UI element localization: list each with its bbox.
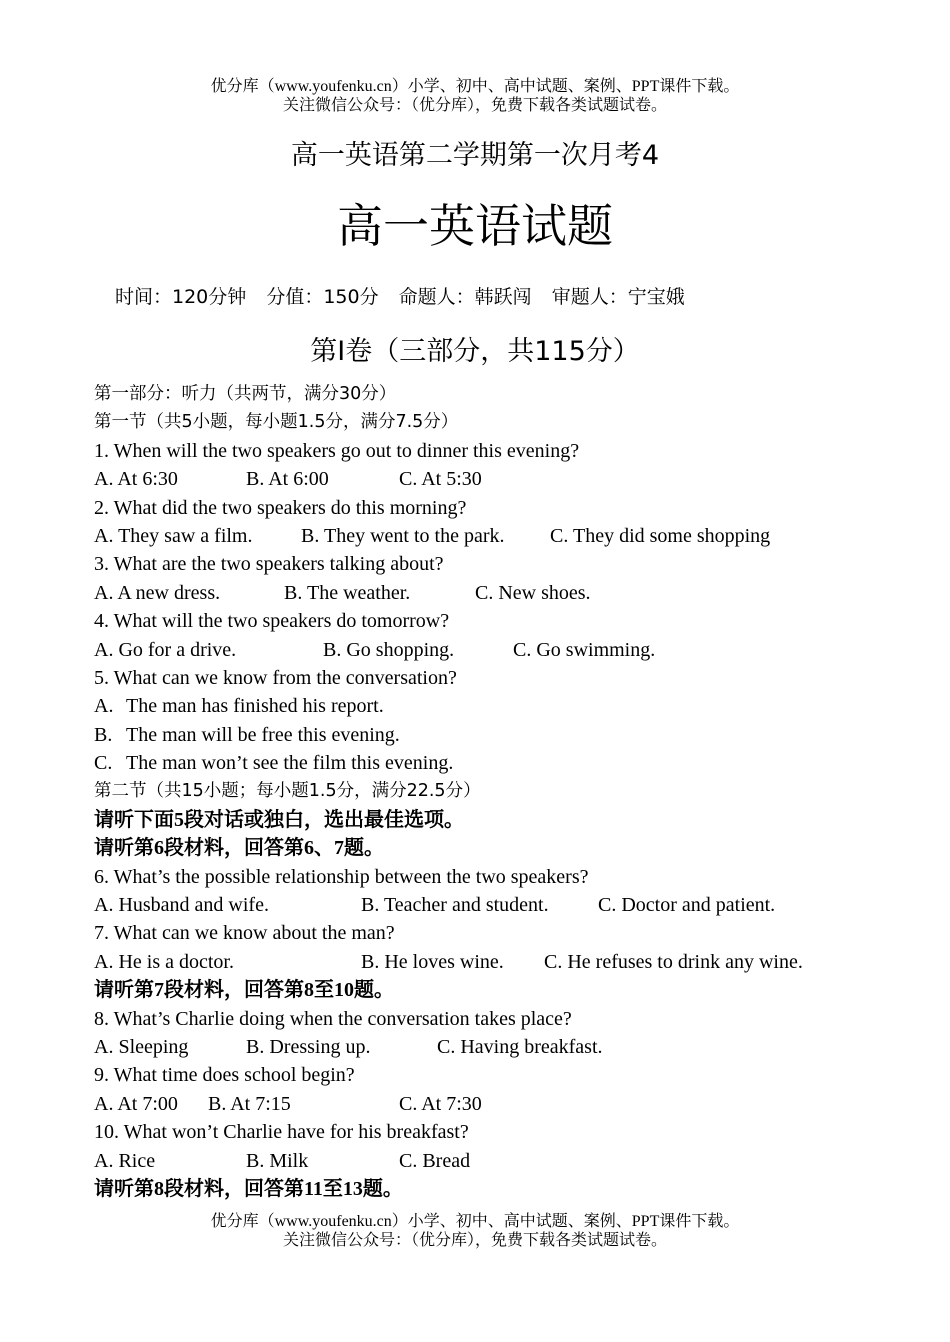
header-line-1: 优分库（www.youfenku.cn）小学、初中、高中试题、案例、PPT课件下载。 <box>210 78 740 95</box>
option-a: A. At 7:00 <box>94 1092 178 1115</box>
option-a: A. A new dress. <box>94 581 221 604</box>
section-title: 第一节（共5小题，每小题1.5分，满分7.5分） <box>94 412 459 433</box>
exam-score: 分值：150分 <box>266 286 379 308</box>
question-stem: 10. What won’t Charlie have for his breakfast? <box>94 1121 469 1144</box>
instruction-text: 请听下面5段对话或独白，选出最佳选项。 <box>94 808 464 831</box>
volume-title: 第Ⅰ卷（三部分，共115分） <box>310 336 640 367</box>
option-a <box>94 692 914 720</box>
option-b: B. Dressing up. <box>246 1035 371 1058</box>
question-stem: 7. What can we know about the man? <box>94 922 395 945</box>
exam-reviewer: 审题人：宁宝娥 <box>551 286 685 308</box>
option-a: A. He is a doctor. <box>94 950 234 973</box>
option-a: A. They saw a film. <box>94 524 253 547</box>
footer-line-1: 优分库（www.youfenku.cn）小学、初中、高中试题、案例、PPT课件下载。 <box>210 1213 740 1230</box>
option-c: C. Go swimming. <box>513 638 656 661</box>
question-options <box>94 579 914 607</box>
option-label: B. <box>94 723 113 746</box>
option-b: B. At 7:15 <box>208 1092 291 1115</box>
question-stem: 9. What time does school begin? <box>94 1064 355 1087</box>
option-a: A. Rice <box>94 1149 156 1172</box>
question-stem: 6. What’s the possible relationship between the two speakers? <box>94 865 589 888</box>
option-c: C. Bread <box>399 1149 471 1172</box>
question-options <box>94 1033 914 1061</box>
question-stem: 5. What can we know from the conversation? <box>94 666 457 689</box>
option-c: C. New shoes. <box>475 581 591 604</box>
footer-line-2: 关注微信公众号：（优分库），免费下载各类试题试卷。 <box>282 1232 667 1249</box>
question-options <box>94 948 914 976</box>
question-stem: 3. What are the two speakers talking about? <box>94 553 444 576</box>
question-stem: 2. What did the two speakers do this morning? <box>94 496 467 519</box>
exam-time: 时间：120分钟 <box>115 286 247 308</box>
exam-body <box>94 380 914 1203</box>
option-a: A. Sleeping <box>94 1035 189 1058</box>
page-header <box>0 77 950 115</box>
option-c: C. At 7:30 <box>399 1092 482 1115</box>
part-title: 第一部分：听力（共两节，满分30分） <box>94 384 397 404</box>
exam-title: 高一英语试题 <box>337 199 613 253</box>
question-stem: 8. What’s Charlie doing when the conversation takes place? <box>94 1007 572 1030</box>
material-instruction: 请听第6段材料，回答第6、7题。 <box>94 837 384 860</box>
option-b: B. Teacher and student. <box>361 894 549 917</box>
option-text: The man will be free this evening. <box>126 723 400 746</box>
option-b: B. Go shopping. <box>323 638 455 661</box>
material-instruction: 请听第8段材料，回答第11至13题。 <box>94 1177 403 1200</box>
option-b: B. He loves wine. <box>361 950 504 973</box>
question-stem: 1. When will the two speakers go out to dinner this evening? <box>94 439 580 462</box>
question-options <box>94 636 914 664</box>
option-b: B. At 6:00 <box>246 468 329 491</box>
question-options <box>94 522 914 550</box>
option-c: C. Having breakfast. <box>437 1035 603 1058</box>
option-a: A. At 6:30 <box>94 468 178 491</box>
option-c: C. At 5:30 <box>399 468 482 491</box>
question-options <box>94 1090 914 1118</box>
option-c: C. He refuses to drink any wine. <box>544 950 803 973</box>
question-options <box>94 1147 914 1175</box>
exam-subtitle: 高一英语第二学期第一次月考4 <box>290 140 660 171</box>
question-options <box>94 891 914 919</box>
option-label: C. <box>94 752 113 775</box>
option-c: C. They did some shopping <box>550 524 771 547</box>
question-options <box>94 465 914 493</box>
option-text: The man won’t see the film this evening. <box>126 752 454 775</box>
header-line-2: 关注微信公众号：（优分库），免费下载各类试题试卷。 <box>282 97 667 114</box>
page-footer <box>0 1212 950 1250</box>
option-text: The man has finished his report. <box>126 695 384 718</box>
option-a: A. Go for a drive. <box>94 638 237 661</box>
option-b: B. The weather. <box>284 581 411 604</box>
option-b: B. Milk <box>246 1149 309 1172</box>
option-c <box>94 749 914 777</box>
option-a: A. Husband and wife. <box>94 894 269 917</box>
option-label: A. <box>94 695 114 718</box>
option-c: C. Doctor and patient. <box>598 894 776 917</box>
material-instruction: 请听第7段材料，回答第8至10题。 <box>94 979 394 1002</box>
exam-author: 命题人：韩跃闯 <box>398 286 532 308</box>
option-b <box>94 721 914 749</box>
section-title: 第二节（共15小题；每小题1.5分，满分22.5分） <box>94 781 481 802</box>
question-stem: 4. What will the two speakers do tomorrow? <box>94 610 450 633</box>
option-b: B. They went to the park. <box>301 524 505 547</box>
exam-meta <box>115 283 699 311</box>
